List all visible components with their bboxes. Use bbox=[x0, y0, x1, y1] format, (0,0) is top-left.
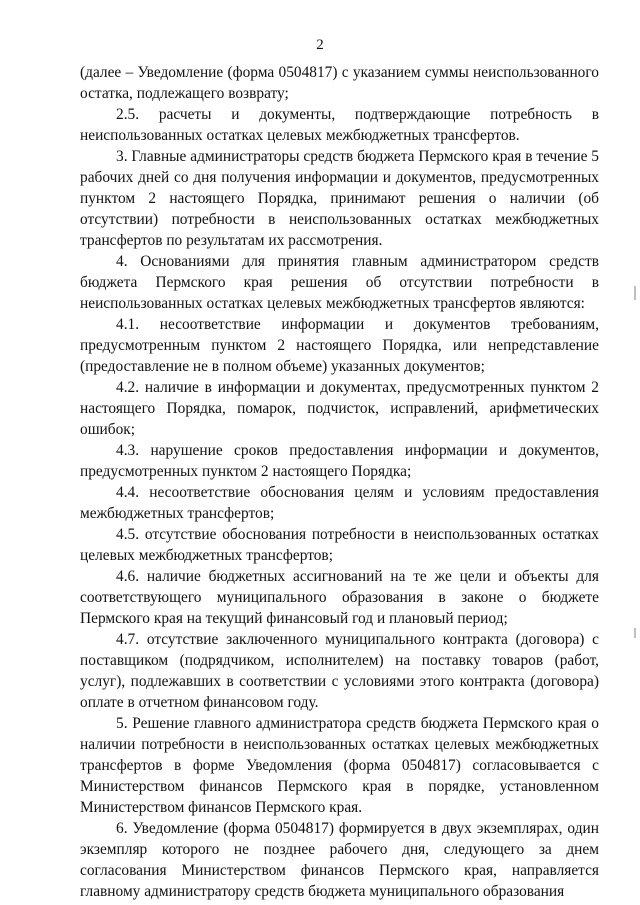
paragraph-4-7: 4.7. отсутствие заключенного муниципального контракта (договора) с поставщиком (подрядчиком, исполнителем) на поставку товаров (работ, услуг), подлежавших в соответствии с условиями этого контракта (договора) оплате в отчетном финансовом году. bbox=[80, 631, 599, 711]
paragraph-5: 5. Решение главного администратора средств бюджета Пермского края о наличии потребности в неиспользованных остатках целевых межбюджетных трансфертов в форме Уведомления (форма 0504817) согласовывается с Министерством финансов Пермского края в порядке, установленном Министерством финансов Пермского края. bbox=[80, 715, 599, 816]
paragraph-6: 6. Уведомление (форма 0504817) формируется в двух экземплярах, один экземпляр которого не позднее рабочего дня, следующего за днем согласования Министерством финансов Пермского края, направляется главному администратору средств бюджета муниципального образования bbox=[80, 820, 599, 900]
page-number: 2 bbox=[316, 37, 324, 53]
scan-edge-mark bbox=[634, 628, 636, 638]
paragraph-3: 3. Главные администраторы средств бюджета Пермского края в течение 5 рабочих дней со дня получения информации и документов, предусмотренных пунктом 2 настоящего Порядка, принимают решения о наличии (об отсутствии) потребности в неиспользованных остатках межбюджетных трансфертов по результатам их рассмотрения. bbox=[80, 148, 599, 249]
paragraph-4: 4. Основаниями для принятия главным администратором средств бюджета Пермского края решения об отсутствии потребности в неиспользованных остатках целевых межбюджетных трансфертов являются: bbox=[80, 253, 599, 312]
paragraph-4-5: 4.5. отсутствие обоснования потребности в неиспользованных остатках целевых межбюджетных трансфертов; bbox=[80, 526, 599, 564]
paragraph-4-1: 4.1. несоответствие информации и документов требованиям, предусмотренным пунктом 2 настоящего Порядка, или непредставление (предоставление не в полном объеме) указанных документов; bbox=[80, 316, 599, 375]
paragraph-2-5: 2.5. расчеты и документы, подтверждающие потребность в неиспользованных остатках целевых межбюджетных трансфертов. bbox=[80, 106, 599, 144]
scan-edge-mark bbox=[634, 286, 636, 300]
paragraph-4-4: 4.4. несоответствие обоснования целям и условиям предоставления межбюджетных трансфертов; bbox=[80, 484, 599, 522]
document-body bbox=[80, 62, 599, 902]
paragraph-4-6: 4.6. наличие бюджетных ассигнований на те же цели и объекты для соответствующего муниципального образования в законе о бюджете Пермского края на текущий финансовый год и плановый период; bbox=[80, 568, 599, 627]
paragraph-continuation: (далее – Уведомление (форма 0504817) с указанием суммы неиспользованного остатка, подлежащего возврату; bbox=[80, 64, 599, 102]
paragraph-4-3: 4.3. нарушение сроков предоставления информации и документов, предусмотренных пунктом 2 настоящего Порядка; bbox=[80, 442, 599, 480]
paragraph-4-2: 4.2. наличие в информации и документах, предусмотренных пунктом 2 настоящего Порядка, помарок, подчисток, исправлений, арифметических ошибок; bbox=[80, 379, 599, 438]
